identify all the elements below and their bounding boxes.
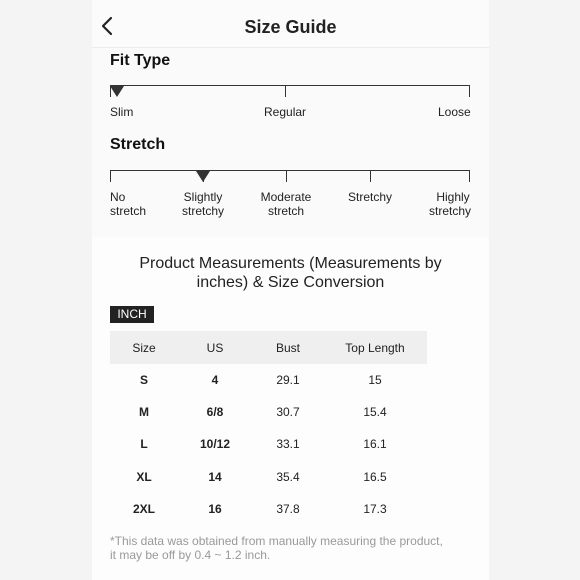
- column-header-size: Size: [132, 341, 156, 355]
- stretch-label-highly: Highly stretchy: [428, 190, 471, 218]
- table-cell-bust: 30.7: [276, 405, 300, 419]
- table-cell-size: M: [139, 405, 149, 419]
- table-cell-bust: 35.4: [276, 470, 300, 484]
- table-cell-us: 4: [211, 373, 219, 387]
- measurement-note: *This data was obtained from manually measuring the product, it may be off by 0.4 ~ 1.2 inch.: [110, 534, 443, 562]
- stretch-label-slightly: Slightly stretchy: [181, 190, 224, 218]
- stretch-label-stretchy: Stretchy: [347, 190, 392, 204]
- table-cell-top-length: 17.3: [363, 502, 387, 516]
- fit-label-slim: Slim: [110, 105, 134, 119]
- column-header-us: US: [206, 341, 224, 355]
- table-cell-size: 2XL: [132, 502, 155, 516]
- table-cell-bust: 37.8: [276, 502, 300, 516]
- column-header-bust: Bust: [275, 341, 300, 355]
- unit-badge: INCH: [110, 306, 154, 323]
- table-cell-us: 6/8: [206, 405, 224, 419]
- stretch-label-moderate: Moderate stretch: [260, 190, 312, 218]
- table-cell-size: L: [140, 437, 148, 451]
- table-cell-top-length: 16.5: [363, 470, 387, 484]
- table-cell-us: 10/12: [199, 437, 231, 451]
- measurements-title: Product Measurements (Measurements by inches) & Size Conversion: [139, 255, 442, 291]
- stretch-marker: [196, 171, 210, 182]
- table-cell-size: S: [139, 373, 148, 387]
- fit-type-marker: [110, 86, 124, 97]
- fit-type-title: Fit Type: [110, 52, 171, 69]
- table-cell-bust: 33.1: [276, 437, 300, 451]
- column-header-top-length: Top Length: [345, 341, 405, 355]
- table-cell-size: XL: [136, 470, 152, 484]
- table-cell-top-length: 15.4: [363, 405, 387, 419]
- table-cell-top-length: 15: [368, 373, 382, 387]
- table-cell-bust: 29.1: [276, 373, 300, 387]
- fit-label-loose: Loose: [438, 105, 471, 119]
- stretch-label-no: No stretch: [110, 190, 147, 218]
- table-cell-us: 14: [208, 470, 222, 484]
- page-title: Size Guide: [244, 17, 337, 37]
- stretch-title: Stretch: [110, 136, 166, 153]
- fit-label-regular: Regular: [264, 105, 307, 119]
- table-cell-us: 16: [208, 502, 222, 516]
- table-cell-top-length: 16.1: [363, 437, 387, 451]
